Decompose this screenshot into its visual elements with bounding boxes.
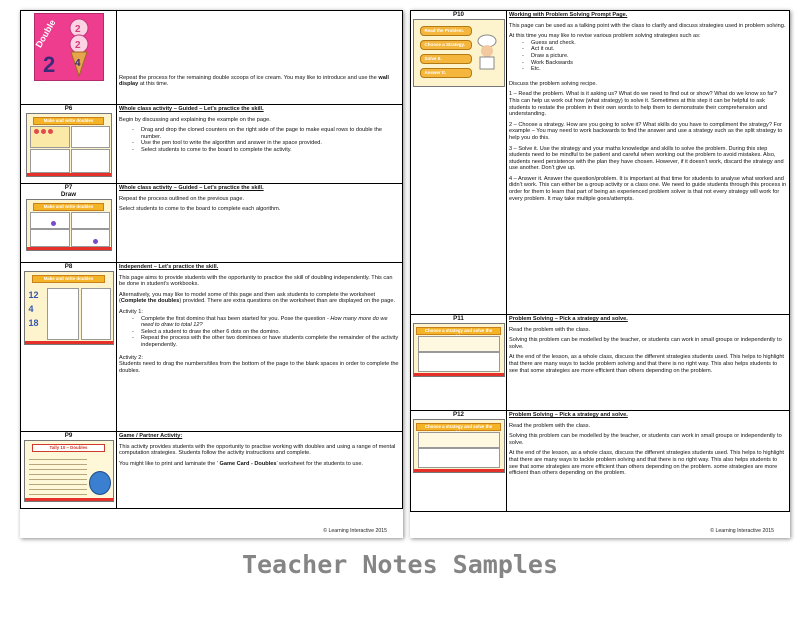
table-row: P10 Read the Problem. Choose a Strategy. Solve It. Answer It. Working with Problem Solving Prompt Page. This page can be used as a talking point with the class to clarify and discuss strategies used in problem solving. At this time you may like to revise various problem solving strategies such as: - Guess and check. - Act it out. - Draw a picture. - Work Backwards - Etc. Discuss the problem solving recipe. 1 – Read the problem. What is it asking us? What do we need to find out or show? What do we know so far? This can help us work out how (what strategy) to solve it. Sometimes at this step it can be helpful to ask students to restate the problem in their own words to help them to demonstrate their comprehension and understanding. 2 – Choose a strategy. How are you going to solve it? What skills do you have to compliment the strategy? For example – You may need to work backwards to find the answer and use a strategy such as the split strategy to help you do this. 3 – Solve it. Use the strategy and your maths knowledge and skills to solve the problem. During this step students need to be mindful to be patient and careful when working out the problem to avoid mistakes. Also, students need persistence with the plan they have chosen. However, if it doesn’t work, discard the strategy and use another. Don’t give up. 4 – Answer it. Answer the question/problem. It is important at that time for students to analyse what worked and didn’t work. This can either be a group activity or a class one. We need to guide students through this process in order for them to learn that part of being an experienced problem solver is that not every strategy will work for every problem. It may take multiple goes/attempts.: [411, 11, 790, 315]
page-label: P8: [64, 263, 73, 270]
list-item: - Select a student to draw the other 6 dots on the domino.: [141, 329, 400, 336]
list-item: - Drag and drop the cloned counters on the right side of the page to make equal rows to double the number.: [141, 127, 400, 140]
table-row: P11 Choose a strategy and solve the Problem Solving – Pick a strategy and solve. Read the problem with the class. Solving this problem can be modelled by the teacher, or students can work in small groups or independently to solve. At the end of the lesson, as a whole class, discuss the different strategies students used. This helps to highlight that there are many ways to tackle problem solving and that there is no right way. This also helps students to see that some strategies are more efficient than others depending on the problem.: [411, 315, 790, 411]
list-item: - Repeat the process with the other two dominoes or have students complete the remainder of the activity independently.: [141, 335, 400, 348]
page-thumbnail: Make and write doubles: [26, 199, 112, 251]
list-item: - Guess and check.: [531, 40, 787, 47]
page-thumbnail: Make and write doubles: [26, 113, 112, 177]
left-page: [20, 10, 403, 538]
table-row: P9 Tally 10 – Doubles Game / Partner Activity: This activity provides students with the opportunity to practise working with doubles and using a range of mental computation strategies. Students follow the activity instructions and complete. You might like to print and laminate the ‘ Game Card - Doubles’ worksheet for the students to use.: [21, 432, 403, 509]
page-thumbnail: Tally 10 – Doubles: [24, 440, 114, 502]
problem-solving-recipe-thumbnail: Read the Problem. Choose a Strategy. Solve It. Answer It.: [413, 19, 505, 87]
table-row: P6 Make and write doubles Whole class activity – Guided – Let’s practice the skill. Begin by discussing and explaining the example on the page. - Drag and drop the cloned counters on the right side of the page to make equal rows to double the number. - Use the pen tool to write the algorithm and answer in the space provided. - Select students to come to the board to complete the activity.: [21, 105, 403, 184]
instruction-list: [119, 127, 400, 153]
page-label: P12: [452, 411, 464, 418]
right-page: [410, 10, 790, 538]
row-title: Independent – Let’s practice the skill.: [119, 264, 219, 270]
page-thumbnail: Make and write doubles 12 4 18: [24, 271, 114, 345]
page-label: P6: [64, 105, 73, 112]
double-ice-cream-thumbnail: [34, 13, 104, 81]
row-title: Whole class activity – Guided – Let’s practice the skill.: [119, 106, 264, 112]
svg-text:4: 4: [74, 58, 81, 69]
svg-text:2: 2: [74, 40, 81, 51]
instruction-list: [119, 316, 400, 349]
page-label: P7 Draw: [60, 184, 77, 198]
list-item: - Work Backwards: [531, 60, 787, 67]
page-caption: Teacher Notes Samples: [241, 550, 559, 579]
row-title: Problem Solving – Pick a strategy and solve.: [509, 412, 628, 418]
list-item: - Etc.: [531, 66, 787, 73]
table-row: P8 Make and write doubles 12 4 18 Independent – Let’s practice the skill. This page aims to provide students with the opportunity to practice the skill of doubling independently. This can be done in student’s workbooks. Alternatively, you may like to model some of this page and then ask students to complete the worksheet (Complete the doubles) provided. There are extra questions on the worksheet than are displayed on the page. Activity 1: - Complete the first domino that has been started for you. Pose the question - How many more do we need to draw to total 12? - Select a student to draw the other 6 dots on the domino. - Repeat the process with the other two dominoes or have students complete the remainder of the activity independently. Activity 2: Students need to drag the numbers/tiles from the bottom of the page to the blank spaces in order to complete the doubles.: [21, 263, 403, 432]
table-row: P12 Choose a strategy and solve the Problem Solving – Pick a strategy and solve. Read the problem with the class. Solving this problem can be modelled by the teacher, or students can work in small groups or independently to solve. At the end of the lesson, as a whole class, discuss the different strategies students used. This helps to highlight that there are many ways to tackle problem solving and that there is no right way. This also helps students to see that some strategies are more efficient than others depending on the problem. some strategies are more efficient than others depending on the problem.: [411, 411, 790, 512]
table-row: [21, 11, 403, 105]
list-item: - Draw a picture.: [531, 53, 787, 60]
svg-text:Double: Double: [34, 17, 57, 50]
page-label: P11: [453, 315, 464, 322]
strategy-list: [509, 40, 787, 73]
row-title: Problem Solving – Pick a strategy and solve.: [509, 316, 628, 322]
list-item: - Use the pen tool to write the algorithm and answer in the space provided.: [141, 140, 400, 147]
page-thumbnail: Choose a strategy and solve the: [413, 419, 505, 473]
ice-cream-icon: [35, 14, 103, 80]
chef-icon: [474, 34, 500, 70]
svg-text:2: 2: [74, 24, 81, 35]
svg-text:2: 2: [42, 52, 55, 77]
table-row: P7 Draw Make and write doubles Whole class activity – Guided – Let’s practice the skill. Repeat the process outlined on the previous page. Select students to come to the board to complete each algorithm.: [21, 184, 403, 263]
row-title: Working with Problem Solving Prompt Page.: [509, 12, 628, 18]
row-title: Whole class activity – Guided – Let’s practice the skill.: [119, 185, 264, 191]
right-notes-table: [410, 10, 790, 512]
row-text: Repeat the process for the remaining double scoops of ice cream. You may like to introduce and use the wall display at this time.: [119, 74, 389, 88]
page-thumbnail: Choose a strategy and solve the: [413, 323, 505, 377]
row-title: Game / Partner Activity:: [119, 433, 183, 439]
list-item: - Select students to come to the board to complete the activity.: [141, 147, 400, 154]
page-label: P9: [64, 432, 73, 439]
copyright-footer: © Learning Interactive 2015: [323, 528, 387, 534]
page-label: P10: [452, 11, 464, 18]
list-item: - Act it out.: [531, 46, 787, 53]
list-item: - Complete the first domino that has been started for you. Pose the question - How many more do we need to draw to total 12?: [141, 316, 400, 329]
left-notes-table: [20, 10, 403, 509]
copyright-footer: © Learning Interactive 2015: [710, 528, 774, 534]
